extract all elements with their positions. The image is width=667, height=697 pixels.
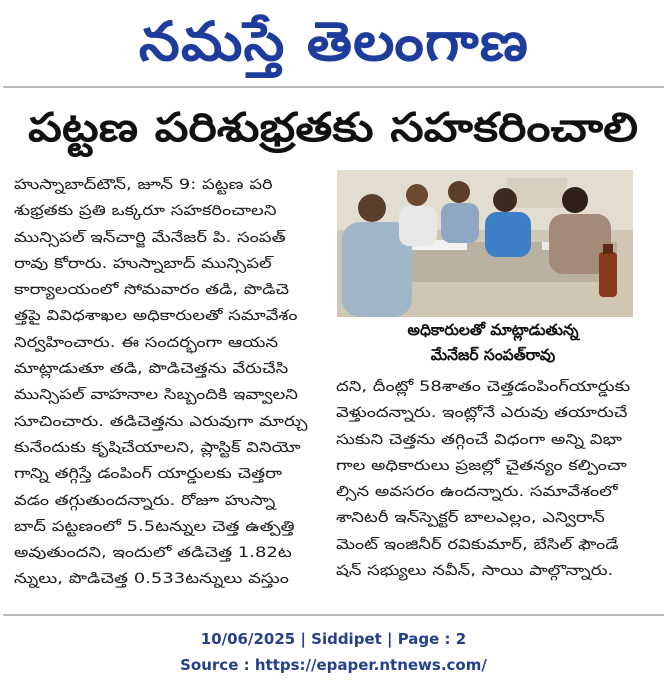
- article-text-line: అవుతుందని, ఇందులో తడిచెత్త 1.82ట: [14, 545, 292, 562]
- article-headline: పట్టణ పరిశుభ్రతకు సహకరించాలి: [28, 105, 639, 151]
- article-text-line: వెళ్తుందన్నారు. ఇంట్లోనే ఎరువు తయారుచే: [336, 405, 628, 422]
- footer-date-edition: 10/06/2025 | Siddipet | Page : 2: [200, 630, 467, 648]
- article-text-line: సూచించారు. తడిచెత్తను ఎరువుగా మార్చు: [14, 413, 308, 430]
- article-text-line: త్తపై వివిధశాఖల అధికారులతో సమావేశం: [14, 308, 298, 325]
- article-text-line: హుస్నాబాద్‌టౌన్, జూన్ 9: పట్టణ పరి: [14, 177, 273, 193]
- article-column-right: [336, 374, 648, 584]
- article-text-line: శుభ్రతకు ప్రతి ఒక్కరూ సహకరించాలని: [14, 203, 277, 220]
- footer-source: Source : https://epaper.ntnews.com/: [180, 656, 487, 674]
- article-text-line: ల్సిన అవసరం ఉందన్నారు. సమావేశంలో: [336, 484, 618, 501]
- article-text-line: బాద్ పట్టణంలో 5.5టన్నుల చెత్త ఉత్పత్తి: [14, 518, 295, 535]
- newspaper-masthead: నమస్తే తెలంగాణ: [138, 10, 529, 73]
- article-text-line: దని, దీంట్లో 58శాతం చెత్తడంపింగ్‌యార్డుకు: [336, 379, 631, 395]
- article-text-line: రావు కోరారు. హుస్నాబాద్ మున్సిపల్: [14, 255, 272, 272]
- article-text-line: న్నులు, పొడిచెత్త 0.533టన్నులు వస్తుం: [14, 571, 289, 588]
- article-text-line: మున్సిపల్ ఇన్‌చార్జి మేనేజర్ పి. సంపత్: [14, 229, 286, 246]
- masthead-divider: [3, 86, 664, 88]
- article-text-line: మున్సిపల్ వాహనాల సిబ్బందికి ఇవ్వాలని: [14, 387, 298, 404]
- article-photo: [337, 170, 633, 317]
- article-text-line: షన్ సభ్యులు నవీన్, సాయి పాల్గొన్నారు.: [336, 563, 614, 580]
- article-text-line: వడం తగ్గుతుందన్నారు. రోజూ హుస్నా: [14, 492, 276, 509]
- article-text-line: సుకుని చెత్తను తగ్గించే విధంగా అన్ని విభా: [336, 431, 622, 448]
- article-text-line: మెంట్ ఇంజినీర్ రవికుమార్, బేసిల్ ఫౌండే: [336, 536, 619, 553]
- article-column-left: [14, 172, 332, 593]
- article-text-line: కార్యాలయంలో సోమవారం తడి, పొడిచె: [14, 282, 290, 299]
- photo-caption-line: మేనేజర్ సంపత్‌రావు: [430, 346, 556, 364]
- article-text-line: మాట్లాడుతూ తడి, పొడిచెత్తను వేరుచేసి: [14, 361, 289, 378]
- meeting-photo-illustration: [337, 170, 633, 317]
- article-text-line: గాల అధికారులు ప్రజల్లో చైతన్యం కల్పించా: [336, 457, 627, 474]
- article-text-line: శానిటరీ ఇన్‌స్పెక్టర్ బాలఎల్లం, ఎన్విరాన్: [336, 510, 605, 527]
- photo-caption: [352, 318, 634, 368]
- article-text-line: నిర్వహించారు. ఈ సందర్భంగా ఆయన: [14, 334, 279, 351]
- footer-divider: [3, 614, 664, 616]
- article-text-line: గాన్ని తగ్గిస్తే డంపింగ్ యార్డులకు చెత్తరా: [14, 466, 283, 483]
- article-text-line: కునేందుకు కృషిచేయాలని, ప్లాస్టిక్ వినియో: [14, 439, 301, 456]
- photo-caption-line: అధికారులతో మాట్లాడుతున్న: [407, 321, 579, 339]
